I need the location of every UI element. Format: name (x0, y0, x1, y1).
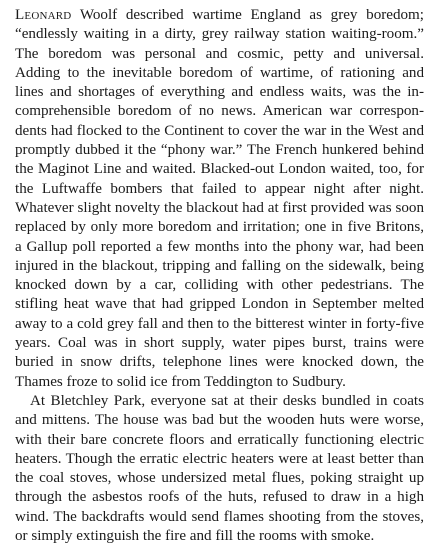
paragraph-1-text: Woolf described wartime England as grey boredom; “endlessly waiting in a dirty, grey railway station waiting-room.” The boredom was personal and cosmic, petty and universal. Adding to the inevitable boredom of wartime, of rationing and lines and shortages of everything and endless waits, was the incomprehensible boredom of no news. American war correspondents had flocked to the Continent to cover the war in the West and promptly dubbed it the “phony war.” The French hunkered behind the Maginot Line and waited. Blacked-out London waited, too, for the Luftwaffe bombers that failed to appear night after night. Whatever slight novelty the blackout had at first provided was soon replaced by only more boredom and irritation; one in five Britons, a Gallup poll reported a few months into the phony war, had been injured in the blackout, tripping and falling on the sidewalk, being knocked down by a car, colliding with other pedestrians. The stifling heat wave that had gripped London in September melted away to a cold grey fall and then to the bitterest winter in forty-five years. Coal was in short supply, water pipes burst, trains were buried in snow drifts, telephone lines were knocked down, the Thames froze to solid ice from Teddington to Sudbury. (15, 7, 424, 390)
paragraph-lead-word: Leonard (15, 7, 72, 23)
paragraph-2-text: At Bletchley Park, everyone sat at their desks bundled in coats and mittens. The house was bad but the wooden huts were worse, with their bare concrete floors and erratically functioning electric heaters. Though the erratic electric heaters were at least better than the coal stoves, whose undersized metal flues, poking straight up through the asbestos roofs of the huts, refused to draw in a high wind. The backdrafts would send flames shooting from the stoves, or simply extinguish the fire and fill the rooms with smoke. (15, 392, 424, 545)
paragraph-1 (15, 6, 424, 392)
paragraph-2 (15, 392, 424, 546)
